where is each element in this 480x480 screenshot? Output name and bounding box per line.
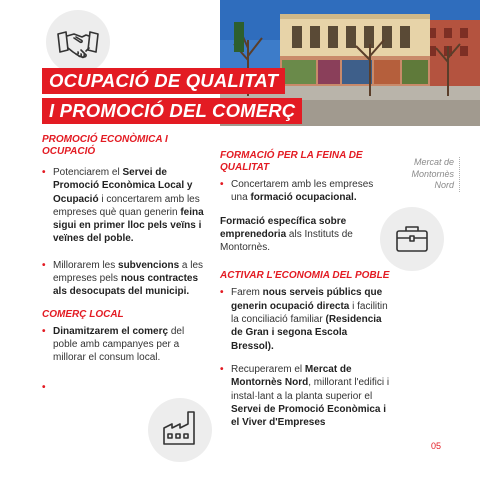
page-number: 05 [431,441,442,451]
factory-icon [148,398,212,462]
para-emprenedoria: Formació específica sobre emprenedoria als Instituts de Montornès. [220,215,353,254]
right-column [220,150,390,429]
section-heading-comerc-local: COMERÇ LOCAL [42,308,124,320]
bullet-formacio-ocupacional: • Concertarem amb les empreses una formació ocupacional. [220,178,390,205]
bullet-servei-promocio: • Potenciarem el Servei de Promoció Econòmica Local y Ocupació i concertarem amb les empreses què quan generin feina sigui en primer lloc pels veïns i veïnes del poble. [42,166,210,246]
handshake-icon [46,10,110,74]
title-banner-line1: OCUPACIÓ DE QUALITAT [42,68,285,94]
bullet-subvencions: • Millorarem les subvencions a les empreses pels nous contractes als desocupats del municipi. [42,259,210,299]
section-heading-activar-economia: ACTIVAR L'ECONOMIA DEL POBLE [220,270,390,282]
section-heading-formacio: FORMACIÓ PER LA FEINA DE QUALITAT [220,150,363,173]
left-column [42,134,210,381]
briefcase-icon [380,207,444,271]
bullet-mercat-montornes: • Recuperarem el Mercat de Montornès Nord, millorant l'edifici i instal·lant a la planta superior el Servei de Promoció Econòmica i el Viver d'Empreses [220,363,390,429]
photo-caption: Mercat de Montornès Nord [411,157,460,192]
title-banner-line2: I PROMOCIÓ DEL COMERÇ [42,98,302,124]
bullet-dinamitzarem: • Dinamitzarem el comerç del poble amb campanyes per a millorar el consum local. [42,325,210,365]
section-heading-promocio: PROMOCIÓ ECONÒMICA I OCUPACIÓ [42,134,168,157]
bullet-nous-serveis: • Farem nous serveis públics que generin ocupació directa i facilitin la conciliació familiar (Residencia de Gran i segona Escola Bressol). [220,286,390,352]
